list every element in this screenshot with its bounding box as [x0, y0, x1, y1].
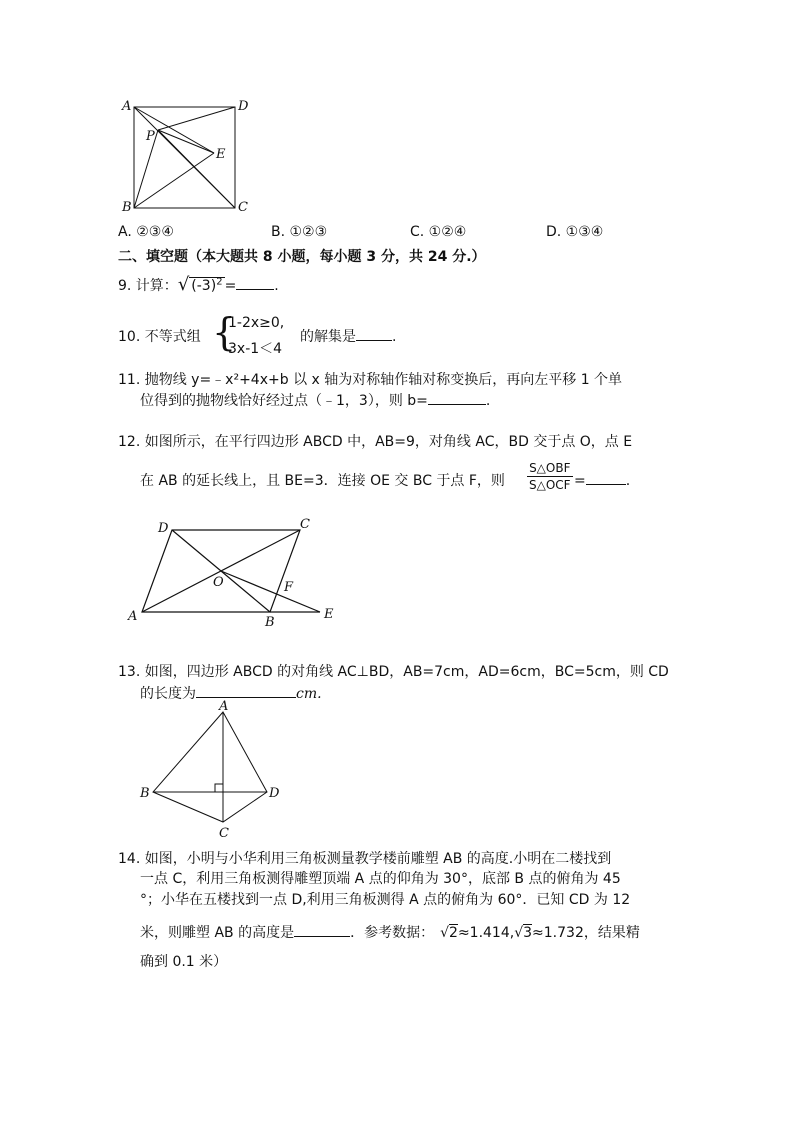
- fig8-label-e: E: [216, 147, 226, 162]
- q11-line2-text: 位得到的抛物线恰好经过点（﹣1，3），则 b=: [140, 393, 428, 409]
- q12-eq: =: [574, 473, 586, 489]
- q10-suffix: 的解集是: [300, 329, 356, 345]
- q14-line4: [140, 922, 640, 942]
- figure-q8-square: [118, 96, 258, 216]
- q14-sqrt3: [514, 924, 532, 941]
- q14-sqrt3-value: 3: [523, 925, 533, 941]
- q8-option-a: A. ②③④: [118, 224, 174, 240]
- q12-end: .: [625, 473, 631, 489]
- fig12-label-o: O: [213, 575, 224, 590]
- q11-answer-blank[interactable]: [428, 390, 486, 405]
- fig8-label-b: B: [122, 200, 132, 215]
- q14-approx1: ≈1.414,: [457, 925, 515, 941]
- figure-q13-quadrilateral: [135, 700, 295, 840]
- q10-brace: {: [212, 310, 237, 354]
- q14-sqrt2: [440, 925, 458, 941]
- q9-sqrt-sign: √: [177, 274, 190, 295]
- q14-line4a: 米，则雕塑 AB 的高度是: [140, 925, 295, 941]
- q13-line2-text: 的长度为: [140, 686, 196, 702]
- question-10-prefix: 10. 不等式组: [118, 329, 201, 345]
- section-title: 二、填空题: [118, 249, 188, 265]
- q12-line2: 在 AB 的延长线上，且 BE=3．连接 OE 交 BC 于点 F，则: [140, 473, 505, 489]
- question-10-suffix: [300, 326, 396, 346]
- q10-end: .: [392, 329, 397, 345]
- q12-fraction-num: S△OBF: [527, 460, 573, 477]
- q14-sqrt3-sign: √: [514, 925, 524, 941]
- q10-line2: 3x-1＜4: [228, 341, 283, 357]
- q8-option-d: D. ①③④: [546, 224, 604, 240]
- fig12-label-a: A: [128, 609, 138, 624]
- q14-line4b: ．参考数据：: [350, 925, 435, 941]
- fig12-label-e: E: [324, 607, 334, 622]
- q14-answer-blank[interactable]: [294, 922, 350, 937]
- q14-approx2: ≈1.732，结果精: [532, 925, 640, 941]
- fig13-label-a: A: [219, 700, 229, 714]
- fig8-label-a: A: [122, 99, 132, 114]
- q9-answer-blank[interactable]: [236, 275, 274, 290]
- q9-prefix: 9. 计算：: [118, 278, 178, 294]
- q8-option-c: C. ①②④: [410, 224, 467, 240]
- fig12-label-d: D: [158, 521, 169, 536]
- q14-line1: 14. 如图，小明与小华利用三角板测量教学楼前雕塑 AB 的高度.小明在二楼找到: [118, 851, 612, 867]
- fig12-label-f: F: [284, 580, 294, 595]
- q11-line1: 11. 抛物线 y=﹣x²+4x+b 以 x 轴为对称轴作轴对称变换后，再向左平移 1 个单: [118, 372, 623, 388]
- q11-line2: [140, 390, 490, 410]
- q12-answer-blank[interactable]: [586, 470, 626, 485]
- q10-answer-blank[interactable]: [356, 326, 392, 341]
- fig8-label-c: C: [238, 200, 248, 215]
- q10-line1: 1-2x≥0,: [228, 315, 285, 331]
- fig13-label-c: C: [219, 826, 229, 840]
- q14-sqrt2-value: 2: [449, 925, 458, 941]
- q9-end: .: [274, 278, 279, 294]
- q13-answer-blank[interactable]: [196, 683, 296, 698]
- fig13-label-b: B: [140, 786, 150, 801]
- fig12-label-b: B: [265, 615, 275, 630]
- q12-fraction: [527, 460, 573, 493]
- q9-eq: =: [224, 278, 237, 294]
- q14-line2: 一点 C，利用三角板测得雕塑顶端 A 点的仰角为 30°，底部 B 点的俯角为 45: [140, 871, 621, 887]
- q11-end: .: [485, 393, 491, 409]
- question-9: [118, 274, 279, 295]
- figure-q12-parallelogram: [120, 512, 350, 632]
- section-note: （本大题共 8 小题，每小题 3 分，共 24 分.）: [188, 249, 486, 265]
- q12-fraction-den: S△OCF: [529, 478, 571, 492]
- q14-line3: °；小华在五楼找到一点 D,利用三角板测得 A 点的俯角为 60°．已知 CD 为 12: [140, 892, 631, 908]
- fig8-label-p: P: [146, 129, 155, 144]
- q9-exponent: 2: [216, 276, 223, 288]
- fig12-label-c: C: [300, 517, 310, 532]
- q9-radicand-base: (-3): [191, 278, 217, 294]
- fig13-label-d: D: [269, 786, 280, 801]
- q13-unit: cm.: [296, 686, 322, 702]
- q13-line1: 13. 如图，四边形 ABCD 的对角线 AC⊥BD，AB=7cm，AD=6cm，BC=5cm，则 CD: [118, 664, 669, 680]
- q8-option-b: B. ①②③: [271, 224, 328, 240]
- q14-sqrt2-sign: √: [440, 925, 450, 941]
- q12-line1: 12. 如图所示，在平行四边形 ABCD 中，AB=9，对角线 AC，BD 交于点 O，点 E: [118, 434, 633, 450]
- section-heading: [118, 246, 486, 266]
- q9-radicand: [189, 277, 224, 294]
- q14-line5: 确到 0.1 米）: [140, 954, 228, 970]
- q12-answer: [574, 470, 630, 489]
- fig8-label-d: D: [238, 99, 249, 114]
